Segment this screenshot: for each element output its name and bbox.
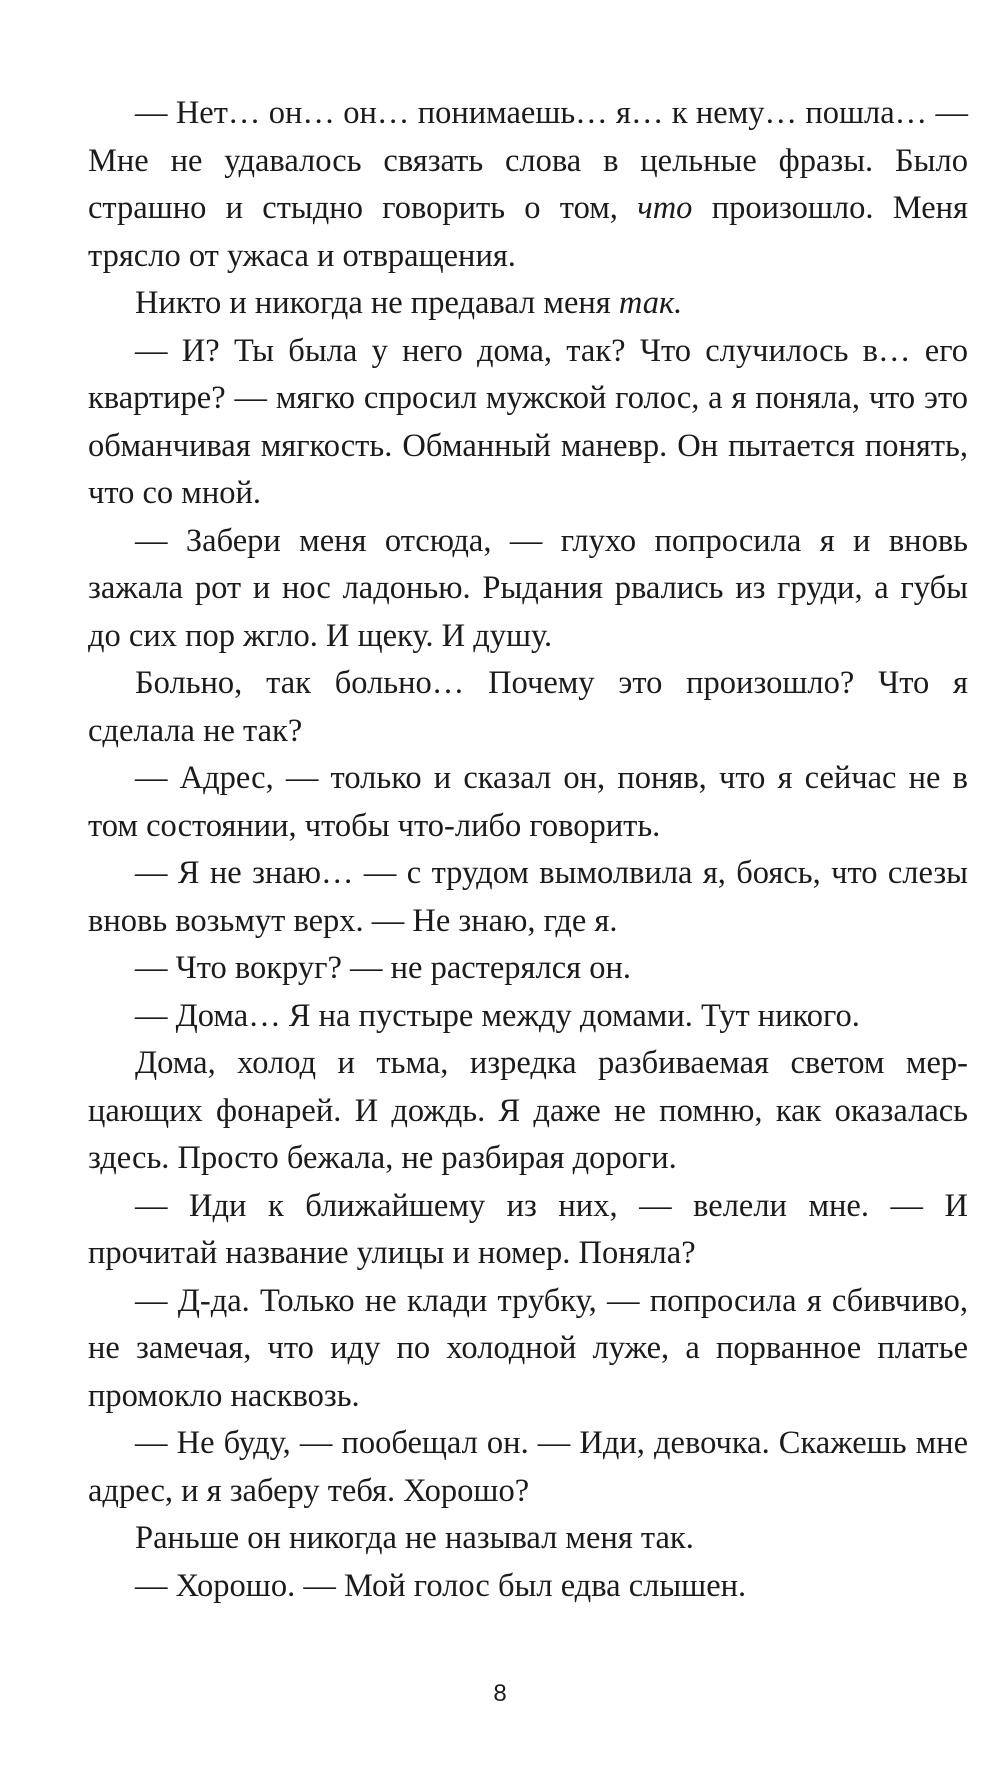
paragraph (88, 1563, 968, 1611)
italic-text: так. (618, 285, 683, 321)
paragraph (88, 280, 968, 328)
paragraph-text: — Что вокруг? — не растерялся он. (135, 950, 631, 986)
paragraph-text: Больно, так больно… Почему это произошло? Что я сделала не так? (88, 665, 968, 749)
paragraph (88, 660, 968, 755)
paragraph-text: Никто и никогда не предавал меня (135, 285, 619, 321)
paragraph (88, 90, 968, 280)
paragraph-text: — Д-да. Только не клади трубку, — попросила я сбивчиво, не замечая, что иду по холодной луже, а порванное платье промокло насквозь. (88, 1282, 968, 1414)
paragraph (88, 1515, 968, 1563)
paragraph (88, 755, 968, 850)
paragraph-text: — Иди к ближайшему из них, — велели мне. — И прочитай название улицы и номер. Поняла? (88, 1187, 968, 1271)
paragraph-text: — И? Ты была у него дома, так? Что случилось в… его квартире? — мягко спросил мужской голос, а я поняла, что это обманчивая мягкость. Обманный маневр. Он пытается понять, что со мной. (88, 332, 968, 511)
paragraph (88, 1420, 968, 1515)
paragraph-text: — Забери меня отсюда, — глухо попросила я и вновь зажала рот и нос ладонью. Рыдания рвались из груди, а губы до сих пор жгло. И щеку. И душу. (88, 522, 968, 654)
paragraph (88, 1040, 968, 1183)
paragraph (88, 518, 968, 661)
paragraph-text: — Дома… Я на пустыре между домами. Тут никого. (135, 997, 860, 1034)
paragraph (88, 328, 968, 518)
paragraph-text: — Не буду, — пообещал он. — Иди, девочка. Скажешь мне адрес, и я заберу тебя. Хорошо? (88, 1425, 968, 1509)
paragraph (88, 1183, 968, 1278)
paragraph-text: произошло. Меня трясло от ужаса и отвращения. (88, 190, 968, 274)
body-text (88, 90, 968, 1610)
paragraph-text: — Я не знаю… — с трудом вымолвила я, боясь, что слезы вновь возьмут верх. — Не знаю, где я. (88, 855, 968, 939)
paragraph-text: Раньше он никогда не называл меня так. (135, 1520, 694, 1556)
page-number: 8 (493, 1680, 507, 1707)
paragraph (88, 993, 968, 1041)
paragraph-text: — Нет… он… он… понимаешь… я… к нему… пошла… — Мне не удавалось связать слова в цельные фразы. Было страшно и стыдно говорить о том, (88, 95, 968, 226)
paragraph (88, 1278, 968, 1421)
paragraph-text: Дома, холод и тьма, изредка разбиваемая светом мерцающих фонарей. И дождь. Я даже не помню, как оказалась здесь. Просто бежала, не разбирая дороги. (88, 1045, 968, 1176)
paragraph-text: — Адрес, — только и сказал он, поняв, что я сейчас не в том состоянии, чтобы что-либо говорить. (88, 760, 968, 844)
italic-text: что (637, 190, 693, 226)
paragraph (88, 850, 968, 945)
paragraph (88, 945, 968, 993)
paragraph-text: — Хорошо. — Мой голос был едва слышен. (135, 1567, 747, 1604)
